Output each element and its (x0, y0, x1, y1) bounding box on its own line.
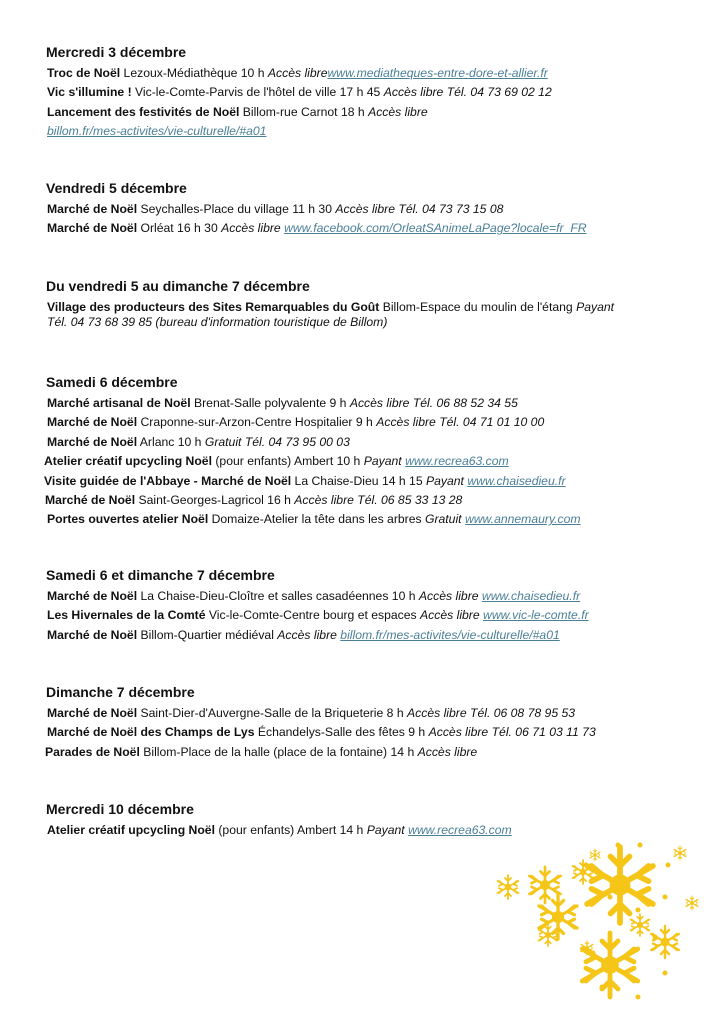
event-item (47, 201, 503, 217)
day-heading: Samedi 6 et dimanche 7 décembre (46, 567, 275, 583)
day-heading: Du vendredi 5 au dimanche 7 décembre (46, 278, 310, 294)
event-link[interactable]: billom.fr/mes-activites/vie-culturelle/#a01 (340, 627, 560, 642)
event-item (47, 65, 548, 81)
event-title: Les Hivernales de la Comté (47, 608, 206, 623)
day-heading: Mercredi 10 décembre (46, 801, 194, 817)
event-price: Accès libre (267, 66, 328, 80)
event-link[interactable]: billom.fr/mes-activites/vie-culturelle/#a01 (47, 124, 267, 139)
event-item (47, 314, 387, 330)
event-price: Accès libre (349, 396, 410, 410)
snowflake-medium-icon (582, 933, 637, 997)
snowflake-tiny-icon (590, 849, 600, 861)
event-phone: Tél. 06 71 03 11 73 (488, 725, 596, 740)
event-item (44, 453, 509, 469)
event-link[interactable]: www.chaisedieu.fr (481, 589, 581, 603)
event-phone: Tél. 06 85 33 13 28 (353, 493, 463, 507)
event-link[interactable]: www.annemaury.com (464, 512, 581, 527)
event-price: Gratuit (204, 434, 242, 449)
event-item (47, 123, 266, 139)
event-location-time: Lezoux-Médiathèque 10 h (120, 66, 268, 80)
event-phone: Tél. 04 73 95 00 03 (241, 434, 350, 449)
snowflake-large-icon (587, 847, 653, 923)
event-location-time: Vic-le-Comte-Parvis de l'hôtel de ville 17 h 45 (131, 85, 384, 100)
event-item (47, 84, 552, 100)
event-phone: Tél. 06 88 52 34 55 (409, 396, 518, 410)
event-location-time: Billom-Quartier médiéval (137, 627, 278, 642)
event-location-time: La Chaise-Dieu 14 h 15 (291, 473, 426, 488)
event-location-time: Brenat-Salle polyvalente 9 h (190, 396, 350, 410)
event-item (47, 822, 512, 838)
event-item (47, 724, 596, 740)
event-price: Accès libre (221, 221, 281, 236)
event-price: Accès libre (335, 202, 395, 216)
event-location-time: Saint-Dier-d'Auvergne-Salle de la Briqueterie 8 h (137, 706, 408, 720)
day-heading: Mercredi 3 décembre (46, 44, 187, 60)
event-location-time: (pour enfants) Ambert 10 h (211, 454, 364, 469)
event-link[interactable]: www.recrea63.com (408, 823, 512, 837)
event-price: Payant (366, 823, 405, 837)
event-location-time: Domaize-Atelier la tête dans les arbres (208, 512, 425, 527)
event-title: Atelier créatif upcycling Noël (44, 454, 212, 469)
event-location-time: Échandelys-Salle des fêtes 9 h (254, 725, 429, 740)
event-title: Marché de Noël (47, 627, 138, 642)
event-title: Parades de Noël (45, 744, 140, 759)
day-heading: Samedi 6 décembre (46, 374, 178, 390)
event-title: Marché artisanal de Noël (47, 396, 191, 410)
event-link[interactable]: www.recrea63.com (405, 454, 509, 469)
event-title: Marché de Noël (47, 415, 138, 430)
event-item (47, 607, 589, 623)
event-price: Accès libre (383, 85, 444, 100)
event-price: Tél. 04 73 68 39 85 (bureau d'information touristique de Billom) (47, 315, 388, 330)
event-title: Atelier créatif upcycling Noël (47, 823, 215, 837)
event-link[interactable]: www.mediatheques-entre-dore-et-allier.fr (327, 66, 548, 80)
event-phone: Tél. 06 08 78 95 53 (466, 706, 576, 720)
day-heading: Dimanche 7 décembre (46, 684, 195, 700)
snowflake-small-icon (529, 867, 560, 903)
event-location-time: Saint-Georges-Lagricol 16 h (135, 493, 295, 507)
event-item (47, 299, 614, 315)
event-item (47, 588, 580, 604)
event-price: Accès libre (428, 725, 489, 740)
event-location-time: Seychalles-Place du village 11 h 30 (137, 202, 336, 216)
event-item (47, 395, 518, 411)
event-title: Marché de Noël (47, 706, 138, 720)
event-price: Accès libre (376, 415, 436, 430)
event-title: Marché de Noël (47, 221, 138, 236)
day-heading: Vendredi 5 décembre (46, 180, 187, 196)
snowflake-small-icon (498, 875, 519, 899)
event-price: Payant (363, 454, 402, 469)
event-price: Accès libre (420, 608, 480, 623)
event-item (47, 511, 581, 527)
event-title: Marché de Noël (47, 434, 138, 449)
event-title: Portes ouvertes atelier Noël (47, 512, 209, 527)
event-item (47, 627, 560, 643)
event-title: Vic s'illumine ! (47, 85, 132, 100)
snowflake-tiny-icon (674, 846, 686, 860)
event-location-time: Orléat 16 h 30 (137, 221, 222, 236)
event-location-time: Billom-rue Carnot 18 h (239, 104, 369, 119)
event-price: Accès libre (294, 493, 354, 507)
event-price: Accès libre (417, 744, 478, 759)
event-link[interactable]: www.facebook.com/OrleatSAnimeLaPage?locale=fr_FR (284, 221, 587, 236)
event-title: Marché de Noël des Champs de Lys (47, 725, 255, 740)
event-title: Marché de Noël (47, 202, 138, 216)
event-location-time: Arlanc 10 h (137, 434, 205, 449)
event-item (47, 220, 587, 236)
event-item (44, 473, 566, 489)
event-link[interactable]: www.vic-le-comte.fr (483, 608, 589, 623)
event-link[interactable]: www.chaisedieu.fr (467, 473, 566, 488)
event-item (45, 744, 477, 760)
event-title: Marché de Noël (45, 493, 136, 507)
event-price: Payant (576, 300, 615, 314)
event-price: Accès libre (407, 706, 467, 720)
event-title: Visite guidée de l'Abbaye - Marché de Noël (44, 473, 292, 488)
event-item (47, 104, 428, 120)
event-phone: Tél. 04 73 73 15 08 (394, 202, 504, 216)
event-location-time: (pour enfants) Ambert 14 h (214, 823, 367, 837)
event-price: Accès libre (418, 589, 479, 603)
event-title: Marché de Noël (47, 589, 138, 603)
event-location-time: Craponne-sur-Arzon-Centre Hospitalier 9 h (137, 415, 377, 430)
snowflake-small-icon (630, 914, 649, 936)
event-item (47, 705, 575, 721)
snowflake-tiny-icon (686, 896, 698, 910)
event-location-time: Billom-Espace du moulin de l'étang (379, 300, 577, 314)
event-price: Payant (426, 473, 464, 488)
event-location-time: Vic-le-Comte-Centre bourg et espaces (205, 608, 421, 623)
event-location-time: La Chaise-Dieu-Cloître et salles casadéennes 10 h (137, 589, 419, 603)
event-title: Lancement des festivités de Noël (47, 104, 240, 119)
event-item (47, 434, 350, 450)
event-item (47, 414, 544, 430)
event-phone: Tél. 04 73 69 02 12 (443, 85, 552, 100)
event-location-time: Billom-Place de la halle (place de la fontaine) 14 h (139, 744, 418, 759)
event-phone: Tél. 04 71 01 10 00 (435, 415, 545, 430)
event-title: Troc de Noël (47, 66, 121, 80)
event-item (45, 492, 462, 508)
event-price: Accès libre (277, 627, 337, 642)
snowflake-small-icon (651, 926, 679, 958)
event-price: Accès libre (368, 104, 428, 119)
event-price: Gratuit (424, 512, 462, 527)
snowflakes-decoration-icon (490, 825, 700, 1015)
event-title: Village des producteurs des Sites Remarquables du Goût (47, 300, 380, 314)
